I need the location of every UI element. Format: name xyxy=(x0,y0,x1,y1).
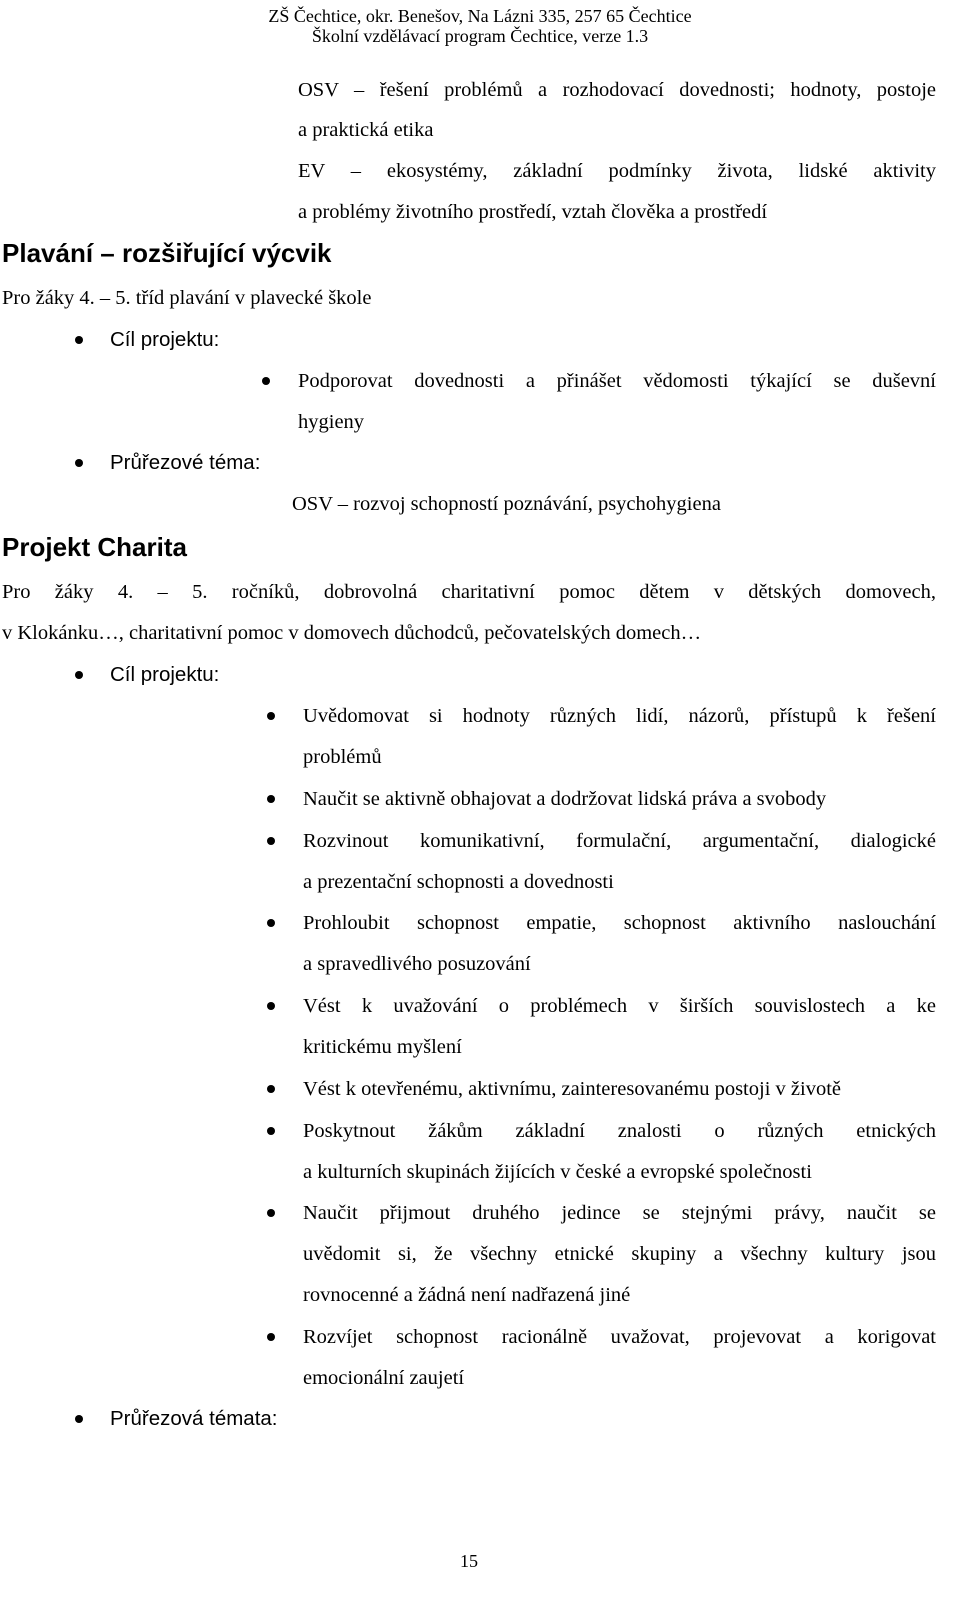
bullet-icon xyxy=(262,377,270,385)
charita-goal-5-line-1: Vést k uvažování o problémech v širších souvislostech a ke xyxy=(303,995,936,1017)
charita-goal-9-line-2: emocionální zaujetí xyxy=(303,1367,465,1389)
charita-goal-9-line-1: Rozvíjet schopnost racionálně uvažovat, projevovat a korigovat xyxy=(303,1326,936,1348)
bullet-icon xyxy=(267,1209,275,1217)
top-text-line-2: a praktická etika xyxy=(298,119,434,141)
charita-goal-7-line-2: a kulturních skupinách žijících v české a evropské společnosti xyxy=(303,1161,812,1183)
charita-intro-line-1: Pro žáky 4. – 5. ročníků, dobrovolná charitativní pomoc dětem v dětských domovech, xyxy=(2,581,936,603)
charita-goal-2-line-1: Naučit se aktivně obhajovat a dodržovat lidská práva a svobody xyxy=(303,788,827,810)
charita-goal-3-line-2: a prezentační schopnosti a dovednosti xyxy=(303,871,614,893)
bullet-icon xyxy=(75,1415,83,1423)
section-heading-charita: Projekt Charita xyxy=(2,532,187,562)
bullet-icon xyxy=(267,837,275,845)
bullet-icon xyxy=(267,712,275,720)
top-text-line-3: EV – ekosystémy, základní podmínky života, lidské aktivity xyxy=(298,160,936,182)
plavani-theme-text: OSV – rozvoj schopností poznávání, psychohygiena xyxy=(292,493,721,515)
document-header-line-1: ZŠ Čechtice, okr. Benešov, Na Lázni 335, 257 65 Čechtice xyxy=(268,6,692,26)
plavani-intro: Pro žáky 4. – 5. tříd plavání v plavecké škole xyxy=(2,287,372,309)
bullet-icon xyxy=(267,795,275,803)
charita-goal-4-line-2: a spravedlivého posuzování xyxy=(303,953,531,975)
section-heading-plavani: Plavání – rozšiřující výcvik xyxy=(2,238,332,268)
bullet-icon xyxy=(75,336,83,344)
bullet-icon xyxy=(267,1127,275,1135)
charita-goal-5-line-2: kritickému myšlení xyxy=(303,1036,462,1058)
charita-themes-label: Průřezová témata: xyxy=(110,1407,278,1430)
charita-goal-1-line-2: problémů xyxy=(303,746,382,768)
charita-goal-3-line-1: Rozvinout komunikativní, formulační, argumentační, dialogické xyxy=(303,830,936,852)
plavani-goal-item-line-1: Podporovat dovednosti a přinášet vědomosti týkající se duševní xyxy=(298,370,936,392)
charita-goal-7-line-1: Poskytnout žákům základní znalosti o různých etnických xyxy=(303,1120,936,1142)
charita-intro-line-2: v Klokánku…, charitativní pomoc v domovech důchodců, pečovatelských domech… xyxy=(2,622,702,644)
charita-goal-label: Cíl projektu: xyxy=(110,663,220,686)
top-text-line-4: a problémy životního prostředí, vztah člověka a prostředí xyxy=(298,201,768,223)
charita-goal-8-line-1: Naučit přijmout druhého jedince se stejnými právy, naučit se xyxy=(303,1202,936,1224)
bullet-icon xyxy=(75,459,83,467)
bullet-icon xyxy=(267,1333,275,1341)
charita-goal-8-line-2: uvědomit si, že všechny etnické skupiny a všechny kultury jsou xyxy=(303,1243,936,1265)
charita-goal-4-line-1: Prohloubit schopnost empatie, schopnost aktivního naslouchání xyxy=(303,912,936,934)
bullet-icon xyxy=(267,1002,275,1010)
plavani-theme-label: Průřezové téma: xyxy=(110,451,261,474)
charita-goal-6-line-1: Vést k otevřenému, aktivnímu, zainteresovanému postoji v životě xyxy=(303,1078,841,1100)
document-header-line-2: Školní vzdělávací program Čechtice, verze 1.3 xyxy=(311,26,649,46)
page-number: 15 xyxy=(460,1551,478,1571)
charita-goal-1-line-1: Uvědomovat si hodnoty různých lidí, názorů, přístupů k řešení xyxy=(303,705,936,727)
charita-goal-8-line-3: rovnocenné a žádná není nadřazená jiné xyxy=(303,1284,631,1306)
bullet-icon xyxy=(75,671,83,679)
bullet-icon xyxy=(267,919,275,927)
bullet-icon xyxy=(267,1085,275,1093)
plavani-goal-item-line-2: hygieny xyxy=(298,411,365,433)
plavani-goal-label: Cíl projektu: xyxy=(110,328,220,351)
top-text-line-1: OSV – řešení problémů a rozhodovací dovednosti; hodnoty, postoje xyxy=(298,79,936,101)
